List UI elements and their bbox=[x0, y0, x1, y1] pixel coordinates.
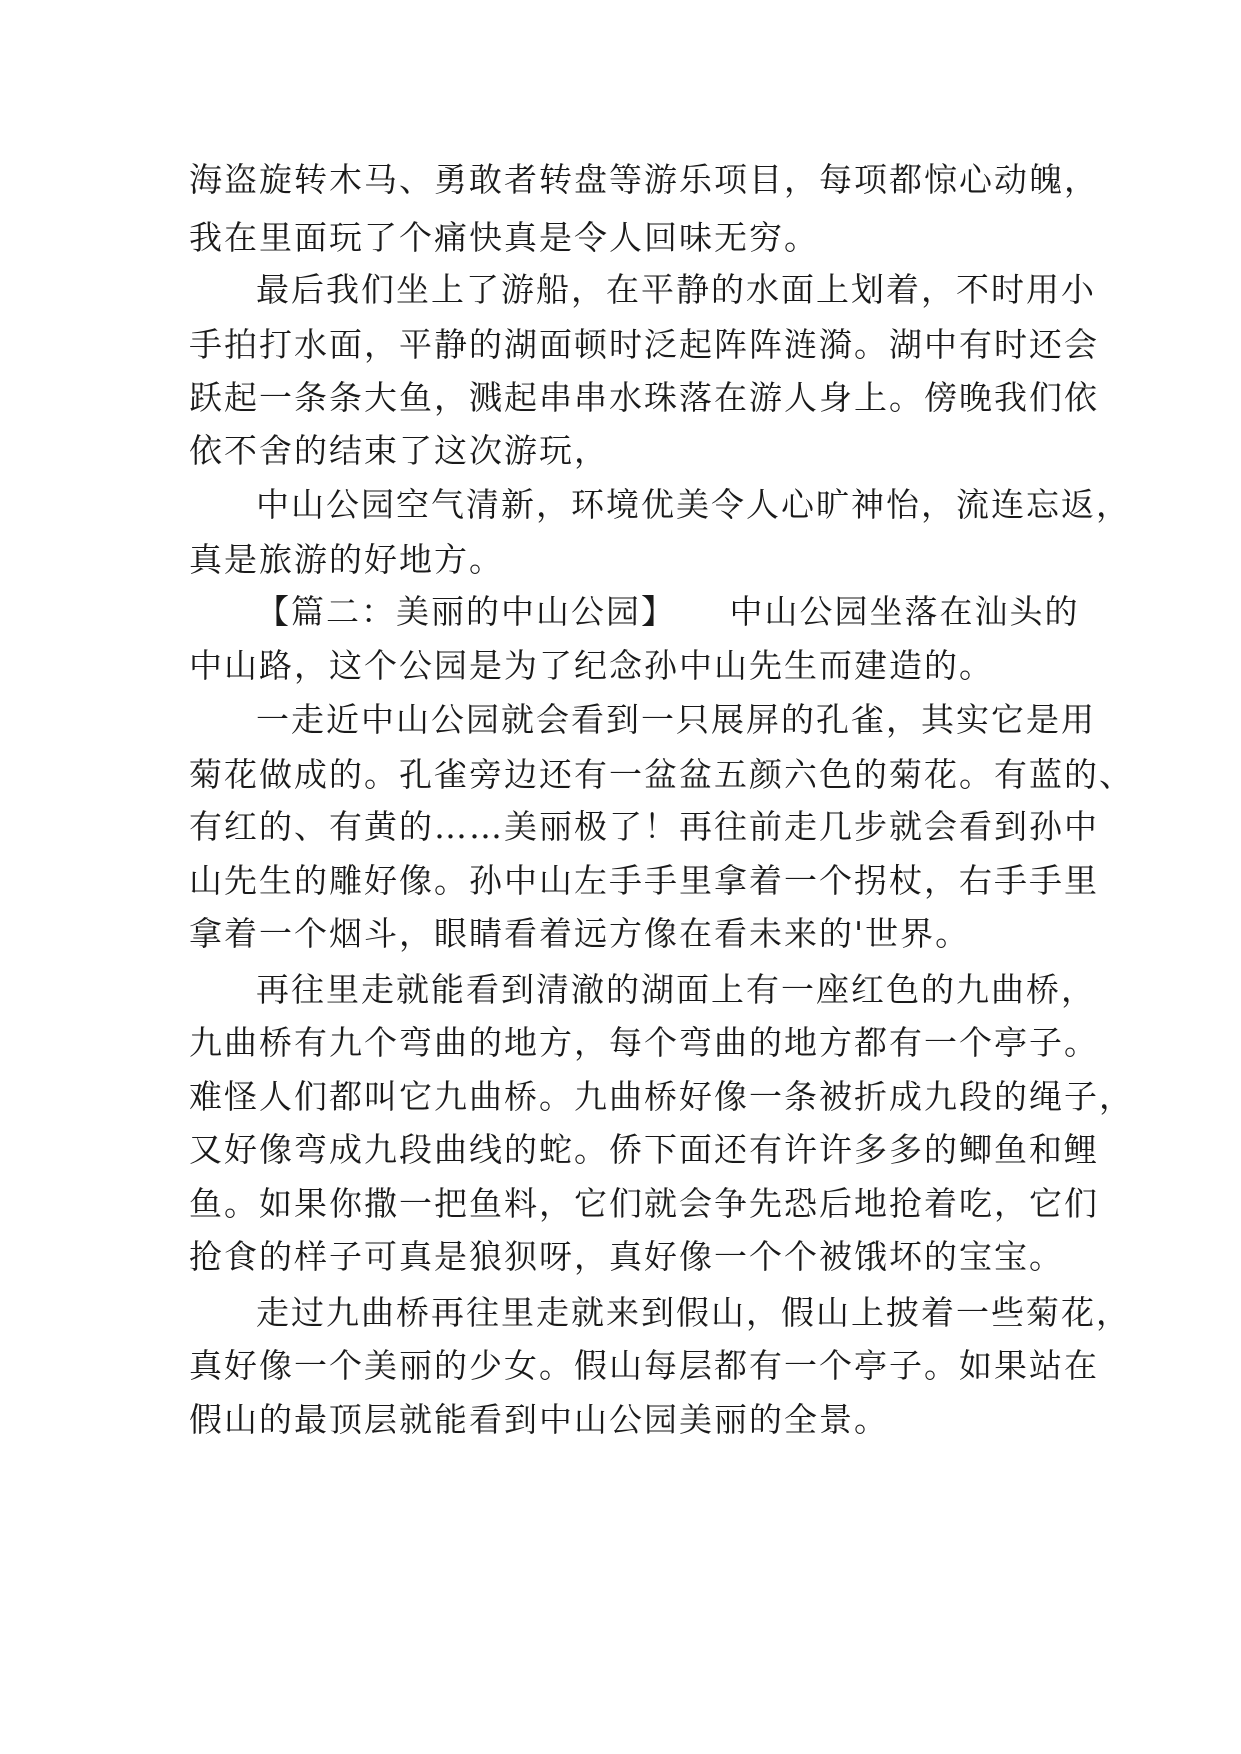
text-line: 又好像弯成九段曲线的蛇。侨下面还有许许多多的鲫鱼和鲤 bbox=[189, 1130, 1099, 1169]
text-line: 难怪人们都叫它九曲桥。九曲桥好像一条被折成九段的绳子， bbox=[189, 1077, 1134, 1116]
text-line: 真好像一个美丽的少女。假山每层都有一个亭子。如果站在 bbox=[189, 1346, 1099, 1385]
text-line: 中山公园空气清新，环境优美令人心旷神怡，流连忘返， bbox=[256, 485, 1131, 524]
text-line: 再往里走就能看到清澈的湖面上有一座红色的九曲桥， bbox=[256, 970, 1096, 1009]
text-line: 假山的最顶层就能看到中山公园美丽的全景。 bbox=[189, 1400, 889, 1439]
text-line: 手拍打水面，平静的湖面顿时泛起阵阵涟漪。湖中有时还会 bbox=[189, 325, 1099, 364]
text-line: 菊花做成的。孔雀旁边还有一盆盆五颜六色的菊花。有蓝的、 bbox=[189, 755, 1134, 794]
text-line: 海盗旋转木马、勇敢者转盘等游乐项目，每项都惊心动魄， bbox=[189, 160, 1099, 199]
text-line: 中山路，这个公园是为了纪念孙中山先生而建造的。 bbox=[189, 646, 994, 685]
text-line: 我在里面玩了个痛快真是令人回味无穷。 bbox=[189, 218, 819, 257]
text-line: 跃起一条条大鱼，溅起串串水珠落在游人身上。傍晚我们依 bbox=[189, 378, 1099, 417]
text-line: 鱼。如果你撒一把鱼料，它们就会争先恐后地抢着吃，它们 bbox=[189, 1184, 1099, 1223]
text-line: 山先生的雕好像。孙中山左手手里拿着一个拐杖，右手手里 bbox=[189, 861, 1099, 900]
text-line: 依不舍的结束了这次游玩， bbox=[189, 431, 609, 470]
text-line: 最后我们坐上了游船，在平静的水面上划着，不时用小 bbox=[256, 270, 1096, 309]
text-line: 真是旅游的好地方。 bbox=[189, 540, 504, 579]
text-line: 一走近中山公园就会看到一只展屏的孔雀，其实它是用 bbox=[256, 700, 1096, 739]
text-line: 抢食的样子可真是狼狈呀，真好像一个个被饿坏的宝宝。 bbox=[189, 1237, 1064, 1276]
text-line: 九曲桥有九个弯曲的地方，每个弯曲的地方都有一个亭子。 bbox=[189, 1023, 1099, 1062]
text-line: 拿着一个烟斗，眼睛看着远方像在看未来的'世界。 bbox=[189, 914, 971, 953]
text-line: 【篇二：美丽的中山公园】 中山公园坐落在汕头的 bbox=[256, 592, 1080, 631]
text-line: 有红的、有黄的……美丽极了！再往前走几步就会看到孙中 bbox=[189, 807, 1099, 846]
text-line: 走过九曲桥再往里走就来到假山，假山上披着一些菊花， bbox=[256, 1293, 1131, 1332]
